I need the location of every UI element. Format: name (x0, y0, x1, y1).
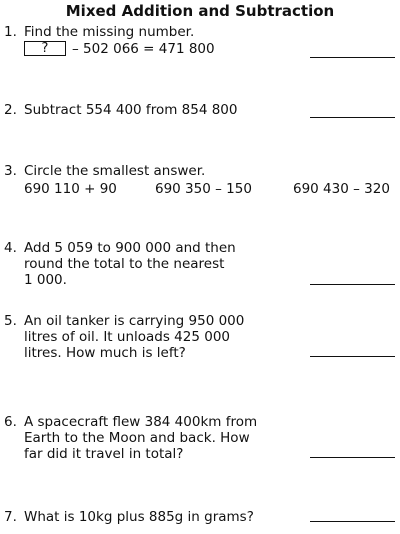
question-text: Find the missing number. (24, 24, 195, 40)
question-number: 3. (4, 163, 17, 179)
question-text-line-2: round the total to the nearest (24, 256, 225, 272)
question-text-line-3: 1 000. (24, 272, 67, 288)
answer-line[interactable] (310, 356, 395, 357)
question-text-line-1: Add 5 059 to 900 000 and then (24, 240, 236, 256)
question-text-line-2: Earth to the Moon and back. How (24, 430, 250, 446)
question-number: 4. (4, 240, 17, 256)
question-text-line-3: litres. How much is left? (24, 345, 186, 361)
question-number: 7. (4, 509, 17, 525)
question-text: Circle the smallest answer. (24, 163, 206, 179)
question-text-line-2: litres of oil. It unloads 425 000 (24, 329, 231, 345)
question-text-line-3: far did it travel in total? (24, 446, 184, 462)
worksheet-title: Mixed Addition and Subtraction (65, 2, 335, 20)
question-number: 6. (4, 414, 17, 430)
question-text-line-1: A spacecraft flew 384 400km from (24, 414, 258, 430)
question-number: 2. (4, 102, 17, 118)
question-number: 1. (4, 24, 17, 40)
answer-line[interactable] (310, 521, 395, 522)
answer-line[interactable] (310, 284, 395, 285)
answer-line[interactable] (310, 117, 395, 118)
question-number: 5. (4, 313, 17, 329)
question-text: Subtract 554 400 from 854 800 (24, 102, 238, 118)
option-b[interactable]: 690 350 – 150 (155, 181, 252, 197)
answer-line[interactable] (310, 57, 395, 58)
option-a[interactable]: 690 110 + 90 (24, 181, 117, 197)
question-text: What is 10kg plus 885g in grams? (24, 509, 254, 525)
missing-number-box[interactable]: ? (24, 41, 66, 56)
option-c[interactable]: 690 430 – 320 (293, 181, 390, 197)
question-text-line-1: An oil tanker is carrying 950 000 (24, 313, 245, 329)
equation-text: – 502 066 = 471 800 (72, 41, 215, 57)
answer-line[interactable] (310, 457, 395, 458)
